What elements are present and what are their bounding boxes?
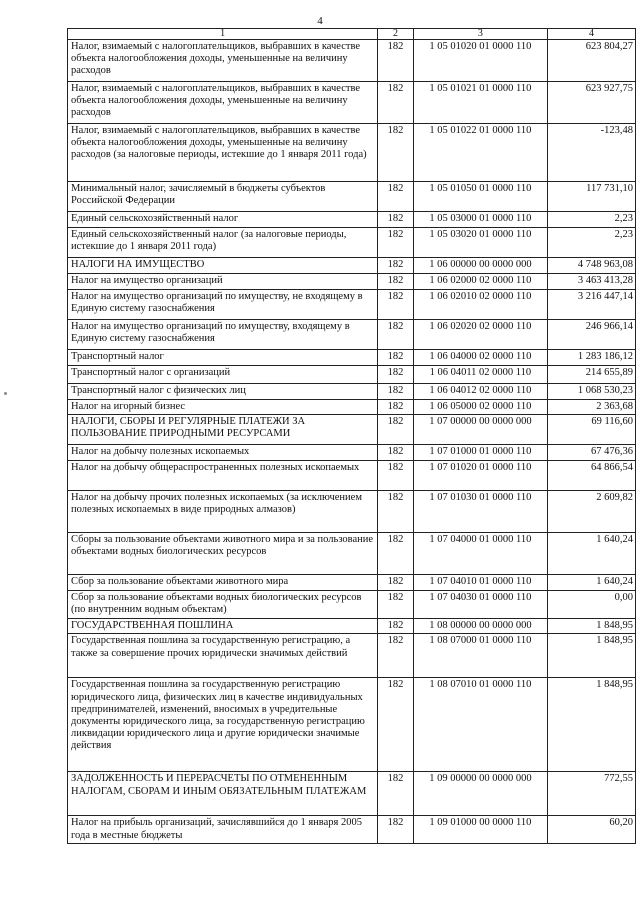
row-budget-code: 1 05 01022 01 0000 110 — [413, 124, 547, 182]
row-amount: 2 363,68 — [547, 400, 635, 415]
table-row — [68, 619, 636, 634]
row-amount: 3 463 413,28 — [547, 274, 635, 290]
row-amount: 2,23 — [547, 212, 635, 228]
row-amount: 1 640,24 — [547, 533, 635, 575]
row-admin-code: 182 — [378, 228, 414, 258]
table-row — [68, 228, 636, 258]
row-amount: 64 866,54 — [547, 461, 635, 491]
row-amount: 246 966,14 — [547, 320, 635, 350]
table-row — [68, 678, 636, 772]
table-row — [68, 445, 636, 461]
table-row — [68, 461, 636, 491]
table-row — [68, 772, 636, 816]
table-row — [68, 274, 636, 290]
row-name: Транспортный налог — [68, 350, 378, 366]
row-amount: 772,55 — [547, 772, 635, 816]
row-budget-code: 1 06 05000 02 0000 110 — [413, 400, 547, 415]
row-name: Налог, взимаемый с налогоплательщиков, выбравших в качестве объекта налогообложения доходы, уменьшенные на величину расходов — [68, 40, 378, 82]
row-budget-code: 1 05 01021 01 0000 110 — [413, 82, 547, 124]
row-name: Сбор за пользование объектами животного мира — [68, 575, 378, 591]
row-amount: 1 068 530,23 — [547, 384, 635, 400]
row-amount: 1 283 186,12 — [547, 350, 635, 366]
row-amount: 1 640,24 — [547, 575, 635, 591]
table-row — [68, 320, 636, 350]
row-budget-code: 1 08 00000 00 0000 000 — [413, 619, 547, 634]
row-admin-code: 182 — [378, 415, 414, 445]
row-name: Сбор за пользование объектами водных биологических ресурсов (по внутренним водным объектам) — [68, 591, 378, 619]
row-budget-code: 1 06 02020 02 0000 110 — [413, 320, 547, 350]
row-amount: 4 748 963,08 — [547, 258, 635, 274]
row-admin-code: 182 — [378, 591, 414, 619]
row-admin-code: 182 — [378, 619, 414, 634]
row-admin-code: 182 — [378, 82, 414, 124]
table-row — [68, 591, 636, 619]
row-budget-code: 1 06 04011 02 0000 110 — [413, 366, 547, 384]
row-amount: 2,23 — [547, 228, 635, 258]
row-amount: 1 848,95 — [547, 619, 635, 634]
row-admin-code: 182 — [378, 274, 414, 290]
table-row — [68, 533, 636, 575]
row-name: Единый сельскохозяйственный налог (за налоговые периоды, истекшие до 1 января 2011 года) — [68, 228, 378, 258]
row-admin-code: 182 — [378, 445, 414, 461]
row-name: Налог на имущество организаций — [68, 274, 378, 290]
row-budget-code: 1 05 03020 01 0000 110 — [413, 228, 547, 258]
row-amount: 117 731,10 — [547, 182, 635, 212]
row-admin-code: 182 — [378, 816, 414, 844]
header-col-2: 2 — [378, 29, 414, 40]
row-name: Транспортный налог с организаций — [68, 366, 378, 384]
row-amount: 67 476,36 — [547, 445, 635, 461]
row-budget-code: 1 07 01030 01 0000 110 — [413, 491, 547, 533]
row-amount: -123,48 — [547, 124, 635, 182]
row-name: Налог на добычу полезных ископаемых — [68, 445, 378, 461]
row-admin-code: 182 — [378, 384, 414, 400]
row-budget-code: 1 08 07000 01 0000 110 — [413, 634, 547, 678]
row-budget-code: 1 07 04030 01 0000 110 — [413, 591, 547, 619]
table-row — [68, 82, 636, 124]
table-row — [68, 415, 636, 445]
row-name: Налог на имущество организаций по имуществу, не входящему в Единую систему газоснабжения — [68, 290, 378, 320]
header-col-1: 1 — [68, 29, 378, 40]
table-row — [68, 258, 636, 274]
row-admin-code: 182 — [378, 320, 414, 350]
table-header-row — [68, 29, 636, 40]
row-amount: 214 655,89 — [547, 366, 635, 384]
row-name: Налог на добычу прочих полезных ископаемых (за исключением полезных ископаемых в виде природных алмазов) — [68, 491, 378, 533]
row-amount: 60,20 — [547, 816, 635, 844]
row-amount: 3 216 447,14 — [547, 290, 635, 320]
row-name: Сборы за пользование объектами животного мира и за пользование объектами водных биологических ресурсов — [68, 533, 378, 575]
row-amount: 1 848,95 — [547, 678, 635, 772]
row-admin-code: 182 — [378, 575, 414, 591]
row-budget-code: 1 07 04010 01 0000 110 — [413, 575, 547, 591]
table-row — [68, 816, 636, 844]
row-admin-code: 182 — [378, 461, 414, 491]
table-row — [68, 400, 636, 415]
table-row — [68, 634, 636, 678]
row-admin-code: 182 — [378, 212, 414, 228]
row-budget-code: 1 07 01020 01 0000 110 — [413, 461, 547, 491]
row-budget-code: 1 09 00000 00 0000 000 — [413, 772, 547, 816]
row-name: Государственная пошлина за государственную регистрацию, а также за совершение прочих юридически значимых действий — [68, 634, 378, 678]
row-budget-code: 1 07 04000 01 0000 110 — [413, 533, 547, 575]
row-budget-code: 1 06 04000 02 0000 110 — [413, 350, 547, 366]
row-name: НАЛОГИ НА ИМУЩЕСТВО — [68, 258, 378, 274]
revenue-table — [67, 28, 636, 844]
table-row — [68, 575, 636, 591]
row-name: ЗАДОЛЖЕННОСТЬ И ПЕРЕРАСЧЕТЫ ПО ОТМЕНЕННЫМ НАЛОГАМ, СБОРАМ И ИНЫМ ОБЯЗАТЕЛЬНЫМ ПЛАТЕЖАМ — [68, 772, 378, 816]
row-amount: 69 116,60 — [547, 415, 635, 445]
row-name: Налог, взимаемый с налогоплательщиков, выбравших в качестве объекта налогообложения доходы, уменьшенные на величину расходов (за налоговые периоды, истекшие до 1 января 2011 года) — [68, 124, 378, 182]
row-name: Налог, взимаемый с налогоплательщиков, выбравших в качестве объекта налогообложения доходы, уменьшенные на величину расходов — [68, 82, 378, 124]
table-row — [68, 384, 636, 400]
row-name: НАЛОГИ, СБОРЫ И РЕГУЛЯРНЫЕ ПЛАТЕЖИ ЗА ПОЛЬЗОВАНИЕ ПРИРОДНЫМИ РЕСУРСАМИ — [68, 415, 378, 445]
row-admin-code: 182 — [378, 290, 414, 320]
row-name: ГОСУДАРСТВЕННАЯ ПОШЛИНА — [68, 619, 378, 634]
row-name: Государственная пошлина за государственную регистрацию юридического лица, физических лиц в качестве индивидуальных предпринимателей, изменений, вносимых в учредительные документы юридического лица, за государственную регистрацию ликвидации юридического лица и другие юридически значимые действия — [68, 678, 378, 772]
row-name: Минимальный налог, зачисляемый в бюджеты субъектов Российской Федерации — [68, 182, 378, 212]
row-amount: 623 804,27 — [547, 40, 635, 82]
table-row — [68, 212, 636, 228]
row-admin-code: 182 — [378, 258, 414, 274]
row-amount: 0,00 — [547, 591, 635, 619]
table-row — [68, 366, 636, 384]
table-row — [68, 182, 636, 212]
table-row — [68, 290, 636, 320]
row-admin-code: 182 — [378, 400, 414, 415]
row-amount: 1 848,95 — [547, 634, 635, 678]
row-admin-code: 182 — [378, 182, 414, 212]
row-admin-code: 182 — [378, 533, 414, 575]
row-budget-code: 1 05 03000 01 0000 110 — [413, 212, 547, 228]
row-name: Единый сельскохозяйственный налог — [68, 212, 378, 228]
row-budget-code: 1 07 01000 01 0000 110 — [413, 445, 547, 461]
header-col-3: 3 — [413, 29, 547, 40]
row-name: Налог на добычу общераспространенных полезных ископаемых — [68, 461, 378, 491]
row-budget-code: 1 09 01000 00 0000 110 — [413, 816, 547, 844]
table-row — [68, 124, 636, 182]
table-row — [68, 491, 636, 533]
row-budget-code: 1 07 00000 00 0000 000 — [413, 415, 547, 445]
row-budget-code: 1 06 00000 00 0000 000 — [413, 258, 547, 274]
row-budget-code: 1 06 02000 02 0000 110 — [413, 274, 547, 290]
row-admin-code: 182 — [378, 772, 414, 816]
row-name: Налог на игорный бизнес — [68, 400, 378, 415]
table-row — [68, 40, 636, 82]
row-amount: 2 609,82 — [547, 491, 635, 533]
row-admin-code: 182 — [378, 350, 414, 366]
margin-dot — [4, 392, 7, 395]
row-admin-code: 182 — [378, 40, 414, 82]
row-amount: 623 927,75 — [547, 82, 635, 124]
header-col-4: 4 — [547, 29, 635, 40]
row-admin-code: 182 — [378, 678, 414, 772]
row-budget-code: 1 06 04012 02 0000 110 — [413, 384, 547, 400]
row-budget-code: 1 05 01050 01 0000 110 — [413, 182, 547, 212]
row-name: Транспортный налог с физических лиц — [68, 384, 378, 400]
row-admin-code: 182 — [378, 366, 414, 384]
page-number: 4 — [317, 15, 323, 27]
row-budget-code: 1 05 01020 01 0000 110 — [413, 40, 547, 82]
row-admin-code: 182 — [378, 634, 414, 678]
row-name: Налог на прибыль организаций, зачислявшийся до 1 января 2005 года в местные бюджеты — [68, 816, 378, 844]
row-admin-code: 182 — [378, 124, 414, 182]
row-budget-code: 1 08 07010 01 0000 110 — [413, 678, 547, 772]
table-row — [68, 350, 636, 366]
row-admin-code: 182 — [378, 491, 414, 533]
row-name: Налог на имущество организаций по имуществу, входящему в Единую систему газоснабжения — [68, 320, 378, 350]
row-budget-code: 1 06 02010 02 0000 110 — [413, 290, 547, 320]
